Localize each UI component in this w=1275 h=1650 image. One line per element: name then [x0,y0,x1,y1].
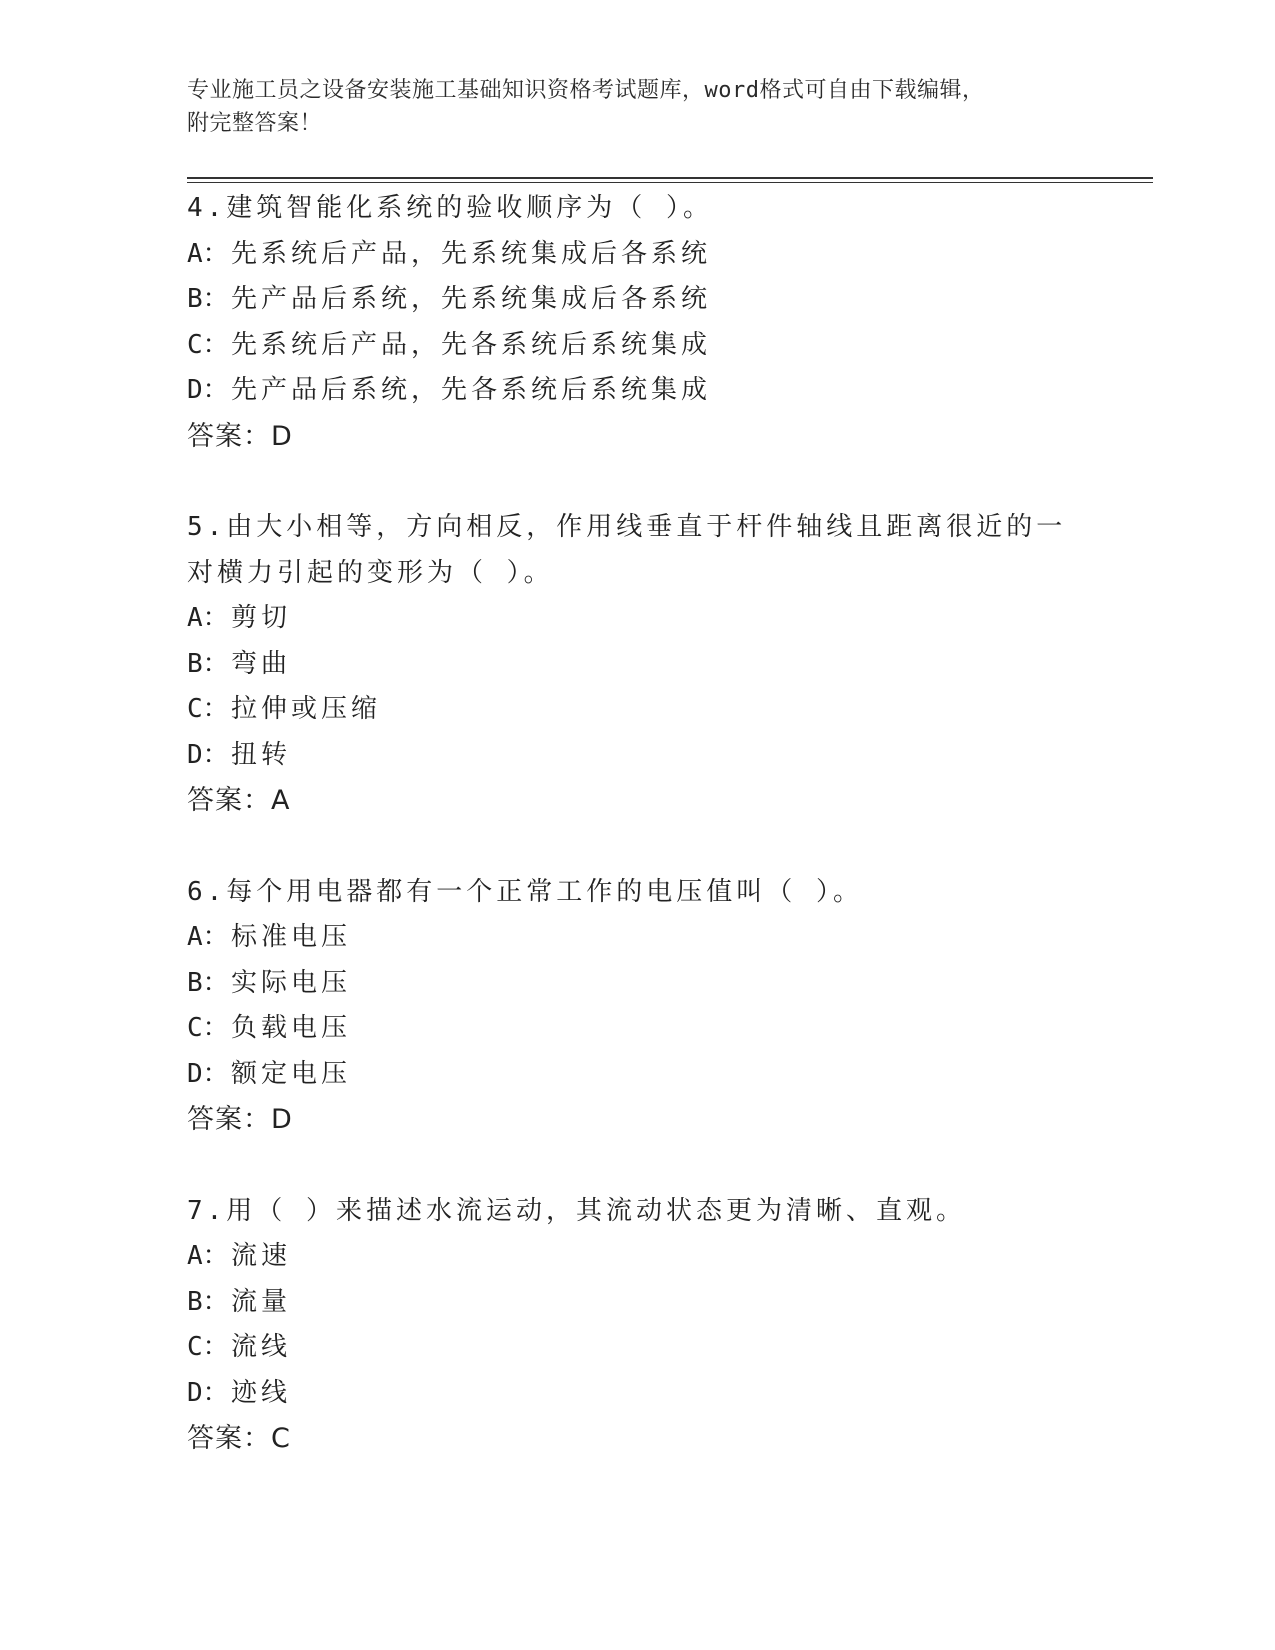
option-a [187,596,1147,642]
document-header [187,74,1067,140]
question-stem: 5.由大小相等，方向相反，作用线垂直于杆件轴线且距离很近的一对横力引起的变形为（ ）。 [187,512,1067,588]
option-b [187,1280,1147,1326]
option-c [187,1325,1147,1371]
option-key: B： [187,967,229,998]
option-d [187,733,1147,779]
option-text: 先系统后产品，先系统集成后各系统 [231,238,712,269]
header-divider-thick [187,177,1153,179]
option-text: 负载电压 [231,1013,352,1043]
option-text: 拉伸或压缩 [231,694,382,724]
option-key: A： [187,238,229,269]
option-b [187,642,1147,688]
option-key: C： [187,1332,229,1362]
question-item [187,186,1147,459]
option-b [187,961,1147,1007]
option-d [187,1371,1147,1417]
header-line-2: 附完整答案！ [187,111,323,136]
question-stem: 6.每个用电器都有一个正常工作的电压值叫（ ）。 [187,876,863,907]
option-text: 弯曲 [231,648,292,679]
option-key: D： [187,1377,229,1408]
option-text: 标准电压 [231,922,352,952]
option-c [187,687,1147,733]
option-key: C： [187,1013,229,1043]
option-b [187,277,1147,323]
option-key: D： [187,1058,229,1089]
option-a [187,1234,1147,1280]
option-text: 先产品后系统，先系统集成后各系统 [231,284,712,314]
question-stem: 7.用（ ）来描述水流运动，其流动状态更为清晰、直观。 [187,1195,966,1226]
option-text: 扭转 [231,739,292,770]
question-item [187,870,1147,1143]
option-text: 迹线 [231,1377,292,1408]
option-text: 额定电压 [231,1058,352,1089]
option-text: 剪切 [231,603,292,633]
option-key: D： [187,739,229,770]
answer-line: 答案：D [187,420,293,452]
option-key: B： [187,648,229,679]
option-key: C： [187,329,229,360]
option-key: D： [187,375,229,405]
question-item [187,505,1147,824]
option-text: 先产品后系统，先各系统后系统集成 [231,375,712,405]
header-line-1: 专业施工员之设备安装施工基础知识资格考试题库，word格式可自由下载编辑， [187,78,985,103]
option-key: A： [187,922,229,952]
option-key: A： [187,1241,229,1271]
question-list [187,186,1147,1508]
option-a [187,915,1147,961]
option-c [187,323,1147,369]
option-key: A： [187,603,229,633]
answer-line: 答案：D [187,1104,293,1135]
answer-line: 答案：A [187,785,291,816]
option-c [187,1006,1147,1052]
answer-line: 答案：C [187,1423,291,1454]
option-a [187,232,1147,278]
option-text: 实际电压 [231,967,352,998]
option-d [187,368,1147,414]
option-key: B： [187,284,229,314]
option-d [187,1052,1147,1098]
option-text: 流速 [231,1241,292,1271]
option-text: 先系统后产品，先各系统后系统集成 [231,329,712,360]
option-key: B： [187,1286,229,1317]
option-text: 流量 [231,1286,292,1317]
question-item [187,1189,1147,1462]
question-stem: 4.建筑智能化系统的验收顺序为（ ）。 [187,193,713,223]
option-key: C： [187,694,229,724]
header-divider-thin [187,182,1153,183]
option-text: 流线 [231,1332,292,1362]
